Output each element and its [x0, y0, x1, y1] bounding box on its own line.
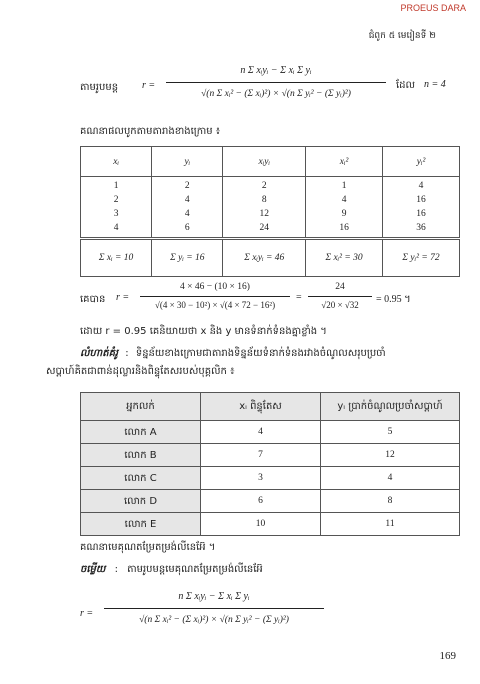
- task-line: គណនាមេគុណតម្រែតម្រង់លីនេអ៊ែ ។: [80, 542, 216, 553]
- sum-cell: Σ xᵢyᵢ = 46: [223, 239, 306, 277]
- table-row: [81, 467, 460, 490]
- page-number: 169: [439, 650, 456, 662]
- table-cell: 1: [113, 181, 119, 191]
- formula1-r: r =: [142, 80, 156, 91]
- formula1-where: ដែល: [396, 80, 416, 91]
- table-row: [81, 490, 460, 513]
- table-cell: លោក C: [81, 467, 201, 490]
- table-cell: 4: [418, 181, 424, 191]
- table-row: [81, 444, 460, 467]
- table-cell: 16: [416, 195, 426, 205]
- table-header-cell: yᵢ ប្រាក់ចំណូលប្រចាំសប្ដាហ៍: [321, 393, 460, 421]
- table-cell: 12: [321, 444, 460, 467]
- result-lead: គេបាន: [80, 294, 106, 305]
- table-header-cell: yᵢ: [152, 147, 223, 177]
- conclusion-line: ដោយ r = 0.95 គេនិយាយថា x និង y មានទំនាក់ទំនងគ្នាខ្លាំង ។: [80, 326, 327, 337]
- brand-label: PROEUS DARA: [400, 3, 466, 13]
- answer-line: [80, 562, 263, 577]
- table-cell: 3: [201, 467, 321, 490]
- example-line2: សប្ដាហ៍គិតជាពាន់ដុល្លារនិងពិន្ទុតែសរបស់បុគ្គលិក ៖: [46, 366, 235, 377]
- sum-cell: Σ yᵢ² = 72: [383, 239, 460, 277]
- table-header-cell: xᵢyᵢ: [223, 147, 306, 177]
- table-row: [81, 421, 460, 444]
- formula2-block: [80, 588, 380, 644]
- table-header-cell: xᵢ: [81, 147, 152, 177]
- sum-cell: Σ xᵢ² = 30: [306, 239, 383, 277]
- table-cell: 2: [113, 195, 119, 205]
- example-text1: ទិន្នន័យខាងក្រោមជាតារាងទិន្នន័យទំនាក់ទំនងរវាងចំណូលសរុបប្រចាំ: [135, 348, 386, 359]
- table-header-cell: xᵢ ពិន្ទុតែស: [201, 393, 321, 421]
- table-row: [81, 513, 460, 536]
- table-header-cell: yᵢ²: [383, 147, 460, 177]
- answer-label: ចម្លើយ: [80, 564, 106, 575]
- result-equals: =: [296, 292, 302, 303]
- table-cell: លោក A: [81, 421, 201, 444]
- table-cell: 8: [321, 490, 460, 513]
- sales-table: [80, 392, 460, 536]
- table-header-cell: xᵢ²: [306, 147, 383, 177]
- table-cell: 16: [416, 209, 426, 219]
- result-fraction2-den: √20 × √32: [321, 300, 359, 310]
- formula2-r: r =: [80, 608, 94, 619]
- example-line1: [80, 346, 460, 361]
- table-header-row: [81, 147, 460, 177]
- table-cell: លោក E: [81, 513, 201, 536]
- formula1-block: [80, 62, 446, 116]
- formula2-fraction: [104, 588, 324, 631]
- result-approx: = 0.95 ។: [376, 294, 411, 305]
- table-cell: 3: [113, 209, 119, 219]
- example-label: លំហាត់គំរូ: [80, 348, 119, 359]
- sums-table: [80, 146, 460, 277]
- running-head: ជំពូក ៥ មេរៀនទី ២: [368, 31, 436, 41]
- table-header-row: [81, 393, 460, 421]
- answer-text: តាមរូបមន្តមេគុណតម្រែតម្រង់លីនេអ៊ែ: [127, 564, 263, 575]
- table-cell: លោក B: [81, 444, 201, 467]
- formula1-denominator: √(n Σ xᵢ² − (Σ xᵢ)²) × √(n Σ yᵢ² − (Σ yᵢ)²): [201, 89, 351, 99]
- table-cell: 2: [184, 181, 190, 191]
- sum-cell: Σ yᵢ = 16: [152, 239, 223, 277]
- answer-colon: :: [114, 564, 118, 575]
- table-cell: 7: [201, 444, 321, 467]
- column-xy: [223, 177, 306, 239]
- table-cell: 6: [201, 490, 321, 513]
- column-y: [152, 177, 223, 239]
- result-fraction2-num: 24: [335, 282, 345, 292]
- table-cell: 2: [261, 181, 267, 191]
- table-cell: 12: [259, 209, 269, 219]
- table-header-cell: អ្នកលក់: [81, 393, 201, 421]
- table-cell: 36: [416, 223, 426, 233]
- result-fraction1-den: √(4 × 30 − 10²) × √(4 × 72 − 16²): [154, 300, 276, 310]
- table-body: [81, 177, 460, 239]
- column-x: [81, 177, 152, 239]
- example-colon: :: [125, 348, 129, 359]
- table-cell: 4: [341, 195, 347, 205]
- table-cell: 4: [184, 209, 190, 219]
- table-cell: 16: [339, 223, 349, 233]
- table-cell: 4: [184, 195, 190, 205]
- table-cell: 6: [184, 223, 190, 233]
- column-x2: [306, 177, 383, 239]
- result-block: [80, 282, 460, 318]
- table-cell: 9: [341, 209, 347, 219]
- table-cell: 11: [321, 513, 460, 536]
- formula1-numerator: n Σ xᵢyᵢ − Σ xᵢ Σ yᵢ: [240, 65, 312, 76]
- table-cell: 10: [201, 513, 321, 536]
- table-cell: 1: [341, 181, 347, 191]
- table-cell: 4: [321, 467, 460, 490]
- table-cell: 4: [201, 421, 321, 444]
- sum-cell: Σ xᵢ = 10: [81, 239, 152, 277]
- table-sum-row: [81, 239, 460, 277]
- result-r: r =: [116, 292, 130, 303]
- table-cell: 5: [321, 421, 460, 444]
- table-cell: 24: [259, 223, 269, 233]
- formula1-fraction: [166, 62, 386, 105]
- formula2-numerator: n Σ xᵢyᵢ − Σ xᵢ Σ yᵢ: [178, 591, 250, 602]
- formula1-n: n = 4: [424, 79, 446, 90]
- result-fraction2: [308, 282, 372, 313]
- formula1-lead: តាមរូបមន្ត: [80, 82, 119, 93]
- table-cell: លោក D: [81, 490, 201, 513]
- table-cell: 4: [113, 223, 119, 233]
- column-y2: [383, 177, 460, 239]
- compute-line: គណនាផលបូកតាមតារាងខាងក្រោម ៖: [80, 126, 221, 137]
- table-cell: 8: [261, 195, 267, 205]
- formula2-denominator: √(n Σ xᵢ² − (Σ xᵢ)²) × √(n Σ yᵢ² − (Σ yᵢ)²): [139, 615, 289, 625]
- result-fraction1: [140, 282, 290, 313]
- result-fraction1-num: 4 × 46 − (10 × 16): [180, 282, 250, 292]
